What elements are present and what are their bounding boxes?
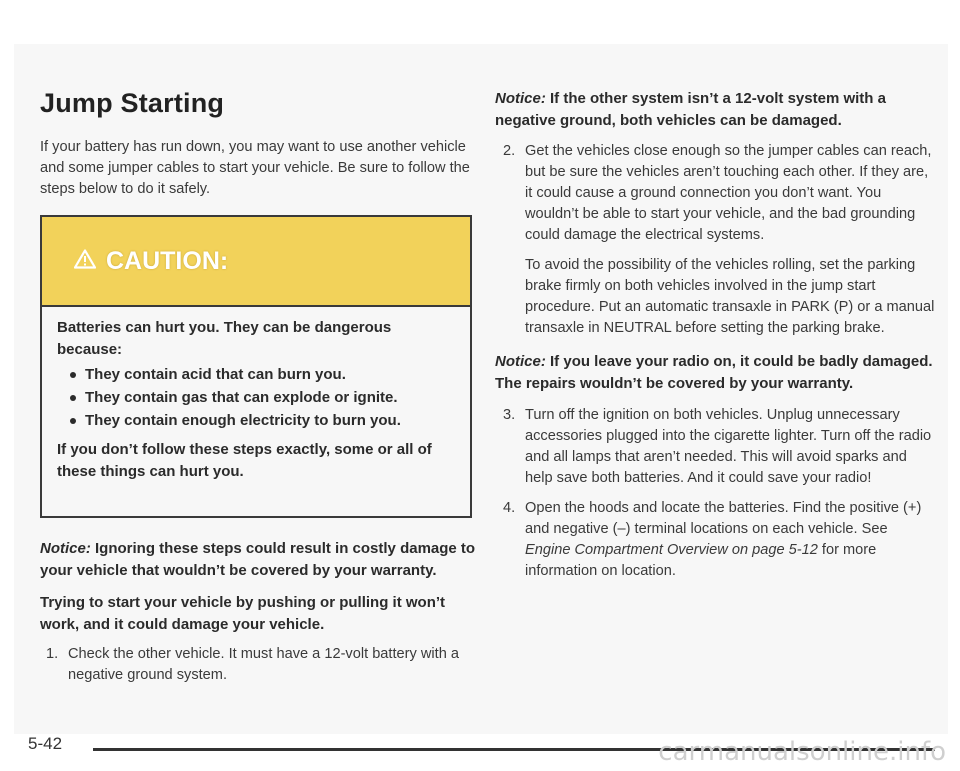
left-lower-text xyxy=(40,538,480,686)
intro-paragraph: If your battery has run down, you may want to use another vehicle and some jumper cables to start your vehicle. Be sure to follow the steps below to do it safely. xyxy=(40,139,470,197)
cross-reference-link[interactable]: Engine Compartment Overview on page 5-12 xyxy=(525,542,818,558)
notice-label: Notice: xyxy=(495,90,546,107)
caution-box xyxy=(40,215,472,518)
caution-lead: Batteries can hurt you. They can be dangerous because: xyxy=(57,319,392,358)
step-4-text-b: for more information on location. xyxy=(525,542,877,579)
caution-bullet: They contain acid that can burn you. xyxy=(57,364,456,386)
caution-label: CAUTION: xyxy=(106,246,229,275)
step-number: 1. xyxy=(46,646,59,662)
page-title: Jump Starting xyxy=(40,88,225,118)
notice-text: If the other system isn’t a 12-volt system with a negative ground, both vehicles can be damaged. xyxy=(495,90,886,129)
caution-bullet: They contain gas that can explode or ignite. xyxy=(57,387,456,409)
warning-triangle-icon xyxy=(74,247,96,276)
notice-label: Notice: xyxy=(40,540,91,557)
caution-bullet: They contain enough electricity to burn you. xyxy=(57,410,456,432)
watermark: carmanualsonline.info xyxy=(658,737,946,767)
step-number: 3. xyxy=(503,407,516,423)
step-2-subparagraph: To avoid the possibility of the vehicles rolling, set the parking brake firmly on both vehicles involved in the jump start procedure. Put an automatic transaxle in PARK (P) or a manual transaxle in NEUTRAL before setting the parking brake. xyxy=(525,257,935,336)
step-4-text-a: Open the hoods and locate the batteries. Find the positive (+) and negative (–) terminal locations on each vehicle. See xyxy=(525,500,922,537)
caution-bullet-list xyxy=(57,364,456,432)
caution-header xyxy=(42,217,470,307)
notice-paragraph xyxy=(495,351,935,395)
step-3 xyxy=(495,405,935,489)
step-text xyxy=(525,498,935,582)
right-text xyxy=(495,88,935,582)
notice-text: Ignoring these steps could result in costly damage to your vehicle that wouldn’t be covered by your warranty. xyxy=(40,540,476,579)
page-number: 5-42 xyxy=(28,734,63,753)
notice-text: If you leave your radio on, it could be badly damaged. The repairs wouldn’t be covered by your warranty. xyxy=(495,353,933,392)
step-text: Get the vehicles close enough so the jumper cables can reach, but be sure the vehicles aren’t touching each other. If they are, it could cause a ground connection you don’t want. You wouldn’t be able to start your vehicle, and the bad grounding could damage the electrical systems. xyxy=(525,143,932,243)
caution-closing: If you don’t follow these steps exactly, some or all of these things can hurt you. xyxy=(57,441,432,480)
step-number: 2. xyxy=(503,143,516,159)
notice-label: Notice: xyxy=(495,353,546,370)
step-4 xyxy=(495,498,935,582)
caution-body xyxy=(42,307,470,483)
step-text: Turn off the ignition on both vehicles. Unplug unnecessary accessories plugged into the cigarette lighter. Turn off the radio and all lamps that aren’t needed. This will avoid sparks and help save both batteries. And it could save your radio! xyxy=(525,407,932,486)
step-number: 4. xyxy=(503,500,516,516)
step-1 xyxy=(40,644,480,686)
notice-paragraph xyxy=(40,538,480,582)
warning-paragraph: Trying to start your vehicle by pushing or pulling it won’t work, and it could damage your vehicle. xyxy=(40,594,446,633)
step-2 xyxy=(495,141,935,246)
step-text: Check the other vehicle. It must have a 12-volt battery with a negative ground system. xyxy=(68,646,459,683)
notice-paragraph xyxy=(495,88,935,132)
